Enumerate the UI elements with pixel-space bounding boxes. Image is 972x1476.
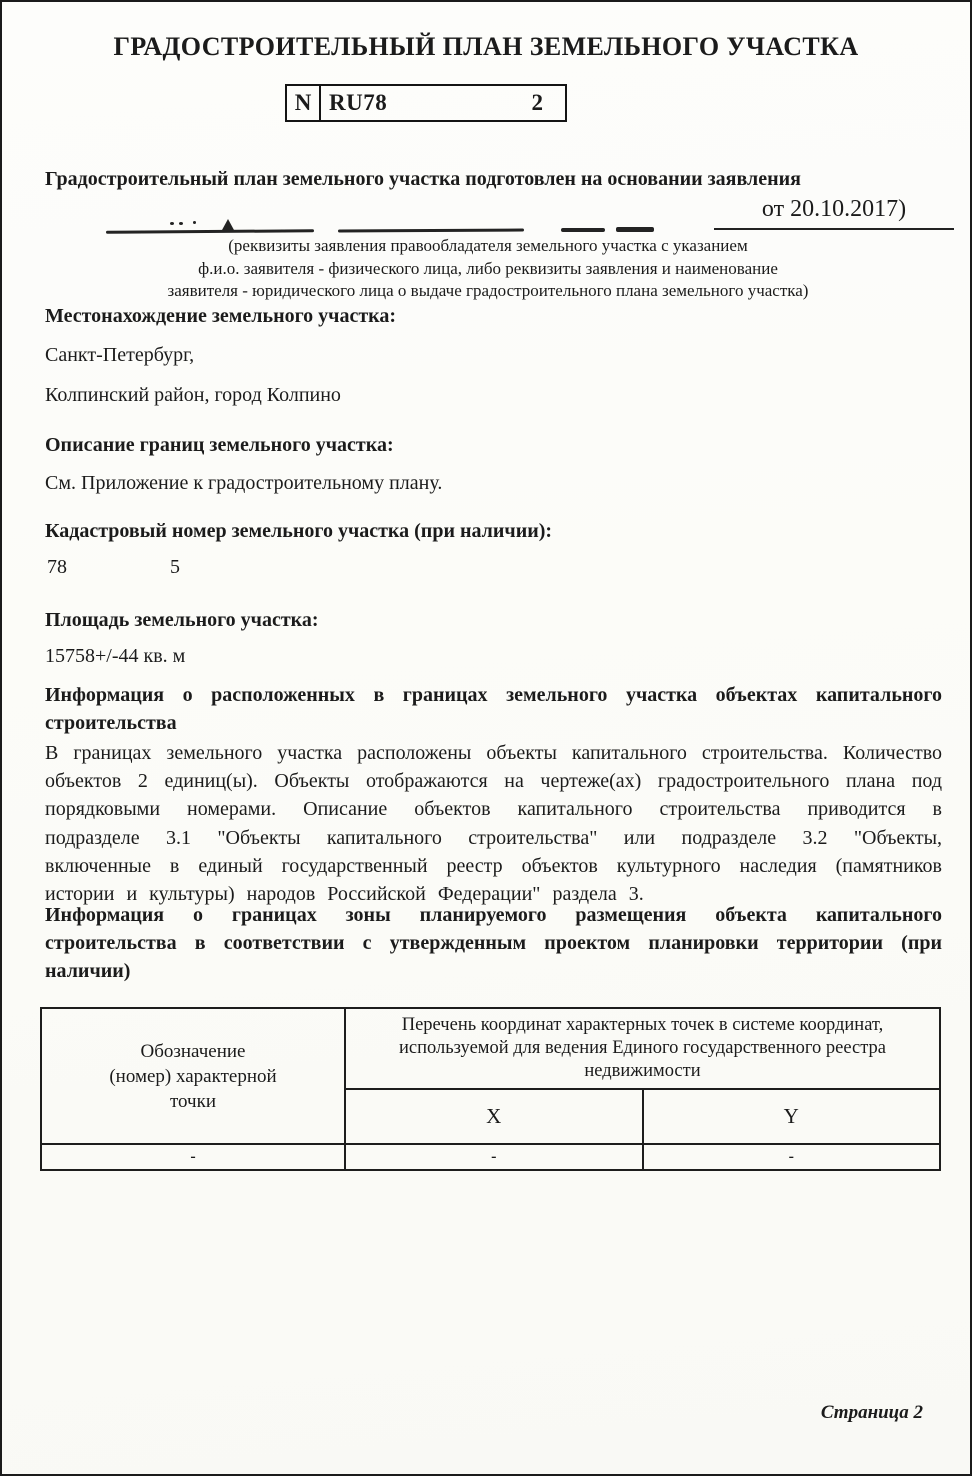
boundaries-text: См. Приложение к градостроительному плану. (45, 472, 443, 494)
boundaries-heading: Описание границ земельного участка: (45, 434, 394, 456)
redaction-mark (338, 229, 524, 233)
coordinates-table (40, 1007, 941, 1171)
application-heading: Градостроительный план земельного участка подготовлен на основании заявления (45, 168, 802, 190)
redaction-mark (222, 219, 234, 230)
application-caption (2, 235, 972, 303)
capital-objects-paragraph: В границах земельного участка расположены объекты капитального строительства. Количество объектов 2 единиц(ы). Объекты отображаются на чертеже(ах) градостроительного плана под порядковыми номерами. Описание объектов капитального строительства приводится в подразделе 3.1 "Объекты капитального строительства" или подразделе 3.2 "Объекты, включенные в единый государственный реестр объектов культурного наследия (памятников истории и культуры) народов Российской Федерации" раздела 3. (45, 742, 942, 906)
cell-x: - (345, 1144, 643, 1170)
col-header-x: X (345, 1089, 643, 1144)
cadastral-value (47, 556, 180, 579)
capital-objects-heading: Информация о расположенных в границах земельного участка объектах капитального строительства (45, 684, 942, 734)
number-value-suffix: 2 (531, 90, 543, 115)
col-header-y: Y (643, 1089, 941, 1144)
redaction-mark (170, 222, 174, 225)
document-number-box (285, 84, 567, 122)
cadastral-heading: Кадастровый номер земельного участка (при наличии): (45, 520, 553, 542)
location-heading: Местонахождение земельного участка: (45, 305, 397, 327)
redaction-mark (106, 229, 314, 233)
caption-line: ф.и.о. заявителя - физического лица, либо реквизиты заявления и наименование (198, 258, 778, 278)
redaction-mark (179, 222, 183, 225)
location-line: Колпинский район, город Колпино (45, 384, 341, 406)
redaction-mark (193, 221, 196, 224)
table-header-row (41, 1008, 940, 1089)
cell-y: - (643, 1144, 941, 1170)
cadastral-redacted-gap (67, 556, 170, 579)
col-header-coordinates-list: Перечень координат характерных точек в системе координат, используемой для ведения Единого государственного реестра недвижимости (345, 1008, 940, 1089)
area-value: 15758+/-44 кв. м (45, 645, 186, 667)
planned-zone-heading: Информация о границах зоны планируемого размещения объекта капитального строительства в соответствии с утвержденным проектом планировки территории (при наличии) (45, 904, 942, 982)
area-heading: Площадь земельного участка: (45, 609, 319, 631)
page-number: Страница 2 (820, 1402, 923, 1423)
col-header-text: Обозначение (номер) характерной точки (109, 1040, 277, 1112)
number-value-prefix: RU78 (329, 90, 388, 115)
location-line: Санкт-Петербург, (45, 344, 195, 366)
col-header-point-designation (41, 1008, 345, 1144)
cadastral-prefix: 78 (47, 556, 67, 578)
number-box-n-label: N (287, 86, 321, 120)
redaction-mark (561, 228, 605, 232)
redaction-mark (616, 227, 654, 232)
caption-line: заявителя - юридического лица о выдаче градостроительного плана земельного участка) (167, 281, 809, 300)
application-date: от 20.10.2017) (714, 196, 954, 230)
cadastral-suffix: 5 (170, 556, 180, 578)
page-title: ГРАДОСТРОИТЕЛЬНЫЙ ПЛАН ЗЕМЕЛЬНОГО УЧАСТКА (113, 32, 859, 61)
number-box-value (321, 90, 565, 116)
table-row (41, 1144, 940, 1170)
cell-point: - (41, 1144, 345, 1170)
caption-line: (реквизиты заявления правообладателя земельного участка с указанием (228, 236, 748, 255)
